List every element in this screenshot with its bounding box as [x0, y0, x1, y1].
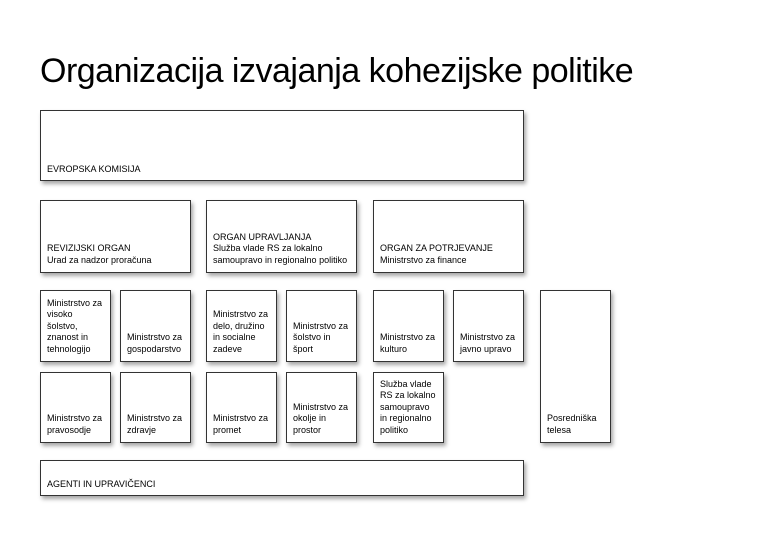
ministrstvo-pravosodje-box — [40, 372, 111, 443]
sluzba-vlade-box — [373, 372, 444, 443]
agenti-upravicenci-label: AGENTI IN UPRAVIČENCI — [47, 478, 156, 489]
ministrstvo-pravosodje-label: Ministrstvo za pravosodje — [47, 413, 103, 435]
agenti-upravicenci-box — [40, 460, 524, 496]
posredniska-telesa-box — [540, 290, 611, 443]
ministrstvo-delo-box — [206, 290, 277, 362]
ministrstvo-zdravje-box — [120, 372, 191, 443]
ministrstvo-gospodarstvo-label: Ministrstvo za gospodarstvo — [127, 332, 183, 354]
ministrstvo-delo-label: Ministrstvo za delo, družino in socialne zadeve — [213, 309, 269, 354]
revizijski-organ-label: REVIZIJSKI ORGAN — [47, 243, 131, 253]
ministrstvo-promet-label: Ministrstvo za promet — [213, 413, 269, 435]
ministrstvo-zdravje-label: Ministrstvo za zdravje — [127, 413, 183, 435]
organ-upravljanja-label: ORGAN UPRAVLJANJA — [213, 231, 312, 242]
organ-za-potrjevanje-sub: Ministrstvo za finance — [380, 254, 467, 265]
ministrstvo-kultura-box — [373, 290, 444, 362]
page-title: Organizacija izvajanja kohezijske politike — [40, 52, 634, 90]
ministrstvo-kultura-label: Ministrstvo za kulturo — [380, 332, 436, 354]
sluzba-vlade-label: Služba vlade RS za lokalno samoupravo in regionalno politiko — [380, 378, 436, 435]
revizijski-organ-sub: Urad za nadzor proračuna — [47, 254, 152, 265]
revizijski-organ-box — [40, 200, 191, 273]
ministrstvo-sport-label: Ministrstvo za šolstvo in šport — [293, 320, 349, 354]
evropska-komisija-box — [40, 110, 524, 181]
ministrstvo-okolje-box — [286, 372, 357, 443]
ministrstvo-okolje-label: Ministrstvo za okolje in prostor — [293, 401, 349, 435]
ministrstvo-javna-uprava-label: Ministrstvo za javno upravo — [460, 332, 516, 354]
ministrstvo-gospodarstvo-box — [120, 290, 191, 362]
organ-upravljanja-box — [206, 200, 357, 273]
organ-upravljanja-sub: Služba vlade RS za lokalno samoupravo in regionalno politiko — [213, 243, 348, 265]
ministrstvo-sport-box — [286, 290, 357, 362]
ministrstvo-solstvo-znanost-box — [40, 290, 111, 362]
organ-za-potrjevanje-box — [373, 200, 524, 273]
evropska-komisija-label: EVROPSKA KOMISIJA — [47, 163, 141, 174]
organ-za-potrjevanje-label: ORGAN ZA POTRJEVANJE — [380, 243, 493, 253]
posredniska-telesa-label: Posredniška telesa — [547, 413, 597, 435]
ministrstvo-javna-uprava-box — [453, 290, 524, 362]
ministrstvo-solstvo-znanost-label: Ministrstvo za visoko šolstvo, znanost in tehnologijo — [47, 297, 103, 354]
ministrstvo-promet-box — [206, 372, 277, 443]
